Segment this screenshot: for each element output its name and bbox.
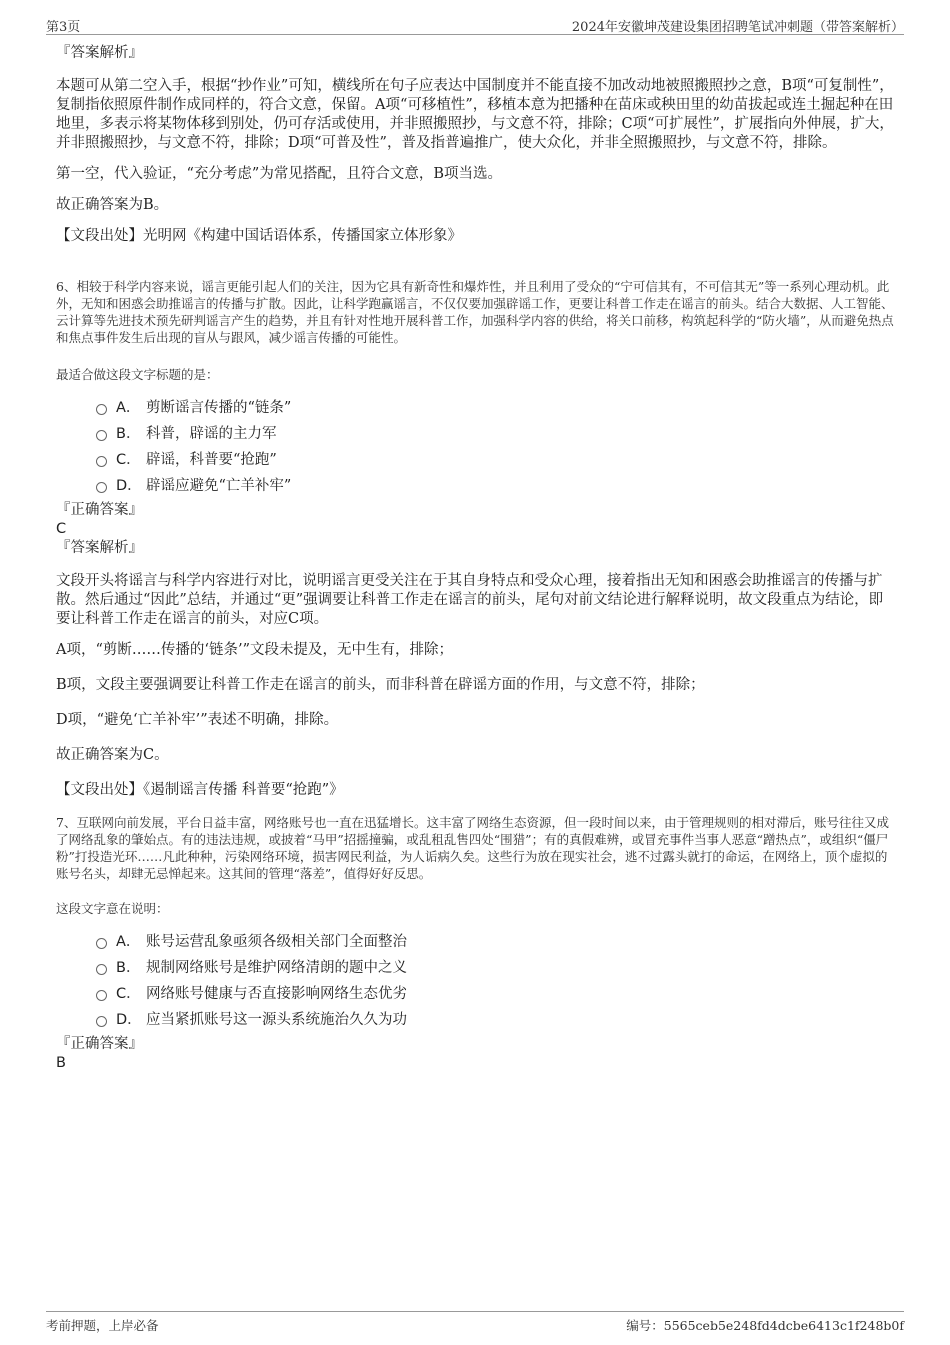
page-header (46, 14, 904, 35)
analysis-conclusion: 故正确答案为C。 (56, 747, 169, 763)
option-d[interactable]: D． 应当紧抓账号这一源头系统施治久久为功 (56, 1009, 896, 1035)
radio-button[interactable] (96, 404, 107, 415)
radio-button[interactable] (96, 1016, 107, 1027)
radio-button[interactable] (96, 430, 107, 441)
analysis-paragraph: 本题可从第二空入手，根据“抄作业”可知，横线所在句子应表达中国制度并不能直接不加改动地被照搬照抄之意，B项“可复制性”，复制指依照原件制作成同样的，符合文意，保留。A项“可移植性”，移植本意为把播种在苗床或秧田里的幼苗拔起或连土掘起种在田地里，多表示将某物体移到别处，仍可存活或使用，并非照搬照抄，与文意不符，排除；C项“可扩展性”，扩展指向外伸展，扩大，并非照搬照抄，与文意不符，排除；D项“可普及性”，普及指普遍推广，使大众化，并非全照搬照抄，与文意不符，排除。 (56, 78, 894, 151)
question-6-text: 6、相较于科学内容来说，谣言更能引起人们的关注，因为它具有新奇性和爆炸性，并且利用了受众的“宁可信其有，不可信其无”等一系列心理动机。此外，无知和困惑会助推谣言的传播与扩散。因此，让科学跑赢谣言，不仅仅要加强辟谣工作，更要让科普工作走在谣言的前头。结合大数据、人工智能、云计算等先进技术预先研判谣言产生的趋势，并且有针对性地开展科普工作，加强科学内容的供给，将关口前移，构筑起科学的“防火墙”，从而避免热点和焦点事件发生后出现的盲从与跟风，减少谣言传播的可能性。 (56, 279, 894, 345)
option-d[interactable]: D． 辟谣应避免“亡羊补牢” (56, 475, 896, 501)
source-citation: 【文段出处】光明网《构建中国话语体系，传播国家立体形象》 (56, 228, 462, 244)
radio-button[interactable] (96, 990, 107, 1001)
analysis-paragraph: 第一空，代入验证，“充分考虑”为常见搭配，且符合文意，B项当选。 (56, 166, 502, 182)
radio-button[interactable] (96, 456, 107, 467)
correct-answer-value: B (56, 1055, 66, 1071)
correct-answer-label: 『正确答案』 (56, 1036, 143, 1052)
option-c[interactable]: C． 辟谣，科普要“抢跑” (56, 449, 896, 475)
option-b[interactable]: B． 规制网络账号是维护网络清朗的题中之义 (56, 957, 896, 983)
answer-analysis-label: 『答案解析』 (56, 540, 143, 556)
question-7-prompt: 这段文字意在说明： (56, 901, 169, 916)
question-6-options (56, 397, 896, 501)
analysis-paragraph: B项，文段主要强调要让科普工作走在谣言的前头，而非科普在辟谣方面的作用，与文意不符，排除； (56, 677, 705, 693)
footer-slogan: 考前押题，上岸必备 (46, 1318, 159, 1333)
option-c[interactable]: C． 网络账号健康与否直接影响网络生态优劣 (56, 983, 896, 1009)
analysis-conclusion: 故正确答案为B。 (56, 197, 169, 213)
correct-answer-label: 『正确答案』 (56, 502, 143, 518)
page-number: 第3页 (46, 20, 81, 35)
radio-button[interactable] (96, 964, 107, 975)
correct-answer-value: C (56, 521, 67, 537)
document-title: 2024年安徽坤茂建设集团招聘笔试冲刺题（带答案解析） (571, 20, 904, 35)
page-footer (46, 1311, 904, 1334)
radio-button[interactable] (96, 482, 107, 493)
analysis-paragraph: D项，“避免‘亡羊补牢’”表述不明确，排除。 (56, 712, 339, 728)
analysis-paragraph: A项，“剪断……传播的‘链条’”文段未提及，无中生有，排除； (56, 642, 454, 658)
option-a[interactable]: A． 账号运营乱象亟须各级相关部门全面整治 (56, 931, 896, 957)
question-7-text: 7、互联网向前发展，平台日益丰富，网络账号也一直在迅猛增长。这丰富了网络生态资源，但一段时间以来，由于管理规则的相对滞后，账号往往又成了网络乱象的肇始点。有的违法违规，或披着“马甲”招摇撞骗，或乱租乱售四处“围猎”；有的真假难辨，或冒充事件当事人恶意“蹭热点”，或组织“僵尸粉”打投造光环……凡此种种，污染网络环境，损害网民利益，为人诟病久矣。这些行为放在现实社会，逃不过露头就打的命运，在网络上，顶个虚拟的账号名头，却肆无忌惮起来。这其间的管理“落差”，值得好好反思。 (56, 815, 889, 881)
radio-button[interactable] (96, 938, 107, 949)
analysis-paragraph: 文段开头将谣言与科学内容进行对比，说明谣言更受关注在于其自身特点和受众心理，接着指出无知和困惑会助推谣言的传播与扩散。然后通过“因此”总结，并通过“更”强调要让科普工作走在谣言的前头，尾句对前文结论进行解释说明，故文段重点为结论，即要让科普工作走在谣言的前头，对应C项。 (56, 573, 884, 627)
question-7-options (56, 931, 896, 1035)
source-citation: 【文段出处】《遏制谣言传播 科普要“抢跑”》 (56, 782, 344, 798)
option-b[interactable]: B． 科普，辟谣的主力军 (56, 423, 896, 449)
top-analysis-label: 『答案解析』 (56, 45, 143, 61)
document-code: 编号：5565ceb5e248fd4dcbe6413c1f248b0f (626, 1318, 904, 1333)
option-a[interactable]: A． 剪断谣言传播的“链条” (56, 397, 896, 423)
page-content (56, 44, 896, 1073)
question-6-prompt: 最适合做这段文字标题的是： (56, 367, 219, 382)
